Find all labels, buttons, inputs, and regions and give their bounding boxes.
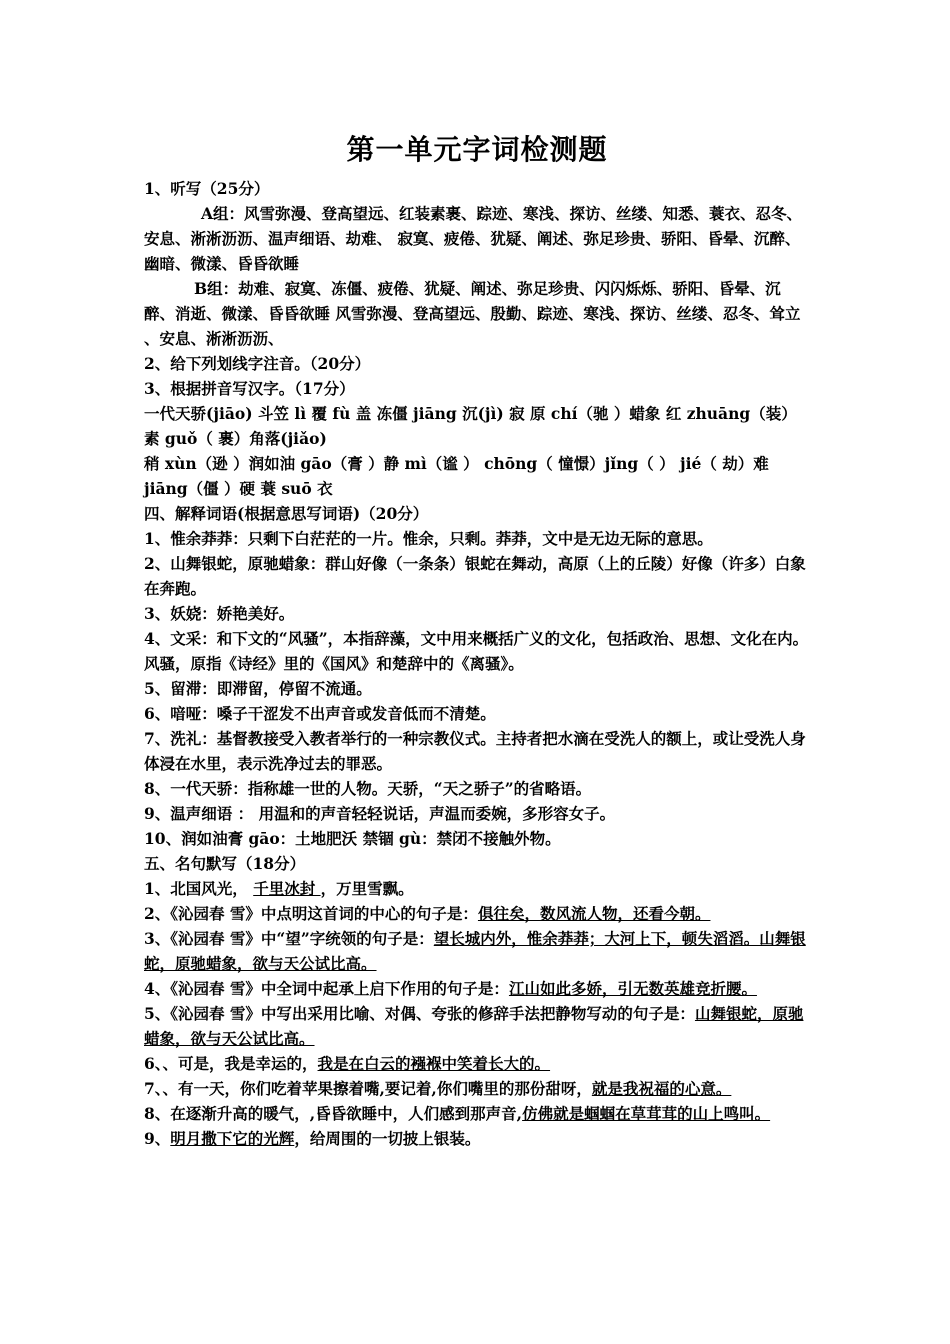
line-text: jiāng（僵 ）硬 蓑 suō 衣	[144, 479, 333, 498]
text-line	[144, 1001, 810, 1051]
line-tail: ，给周围的一切披上银装。	[294, 1129, 481, 1148]
text-line	[144, 551, 810, 601]
line-text: 3、妖娆：娇艳美好。	[144, 604, 295, 623]
text-line	[144, 451, 810, 476]
line-text: 8、一代天骄：指称雄一世的人物。天骄，“天之骄子”的省略语。	[144, 779, 592, 798]
text-line	[144, 826, 810, 851]
answer-underlined: 明月撒下它的光辉	[170, 1129, 295, 1148]
line-text: 2、给下列划线字注音。（20分）	[144, 354, 371, 373]
line-text: 1、听写（25分）	[144, 179, 270, 198]
text-line	[144, 776, 810, 801]
text-line	[144, 376, 810, 401]
document-body	[144, 176, 810, 1151]
text-line	[144, 901, 810, 926]
line-tail: ，万里雪飘。	[320, 879, 414, 898]
line-text: 7、洗礼：基督教接受入教者举行的一种宗教仪式。主持者把水滴在受洗人的额上，或让受洗人身体浸在水里，表示洗净过去的罪恶。	[144, 729, 806, 773]
line-text: 9、温声细语 ： 用温和的声音轻轻说话，声温而委婉，多形容女子。	[144, 804, 616, 823]
line-text: 四、解释词语(根据意思写词语)（20分）	[144, 504, 429, 523]
text-line	[144, 926, 810, 976]
text-line	[144, 1126, 810, 1151]
answer-underlined: 俱往矣，数风流人物，还看今朝。	[477, 904, 711, 923]
line-text: 3、《沁园春 雪》中“望”字统领的句子是：	[144, 929, 434, 948]
text-line	[144, 801, 810, 826]
text-line	[144, 201, 810, 276]
line-text: 稍 xùn（逊 ）润如油 gāo（膏 ）静 mì（谧 ） chōng（ 憧憬）jǐng（ ） jié（ 劫）难	[144, 454, 769, 473]
text-line	[144, 726, 810, 776]
text-line	[144, 1076, 810, 1101]
line-text: 五、名句默写（18分）	[144, 854, 306, 873]
text-line	[144, 401, 810, 451]
line-text: 2、《沁园春 雪》中点明这首词的中心的句子是：	[144, 904, 478, 923]
line-text: 5、《沁园春 雪》中写出采用比喻、对偶、夸张的修辞手法把静物写动的句子是：	[144, 1004, 695, 1023]
text-line	[144, 176, 810, 201]
answer-underlined: 就是我祝福的心意。	[591, 1079, 732, 1098]
line-text: B组：劫难、寂寞、冻僵、疲倦、犹疑、阐述、弥足珍贵、闪闪烁烁、骄阳、昏晕、沉醉、消逝、微漾、昏昏欲睡 风雪弥漫、登高望远、殷勤、踪迹、寒浅、探访、丝缕、忍冬、耸立 、安息、淅淅沥沥、	[144, 279, 801, 348]
line-text: 4、文采：和下文的“风骚”，本指辞藻，文中用来概括广义的文化，包括政治、思想、文化在内。风骚，原指《诗经》里的《国风》和楚辞中的《离骚》。	[144, 629, 809, 673]
line-text: 一代天骄(jiāo) 斗笠 lì 覆 fù 盖 冻僵 jiāng 沉(jì) 寂 原 chí（驰 ）蜡象 红 zhuāng（装）素 guǒ（ 裹）角落(jiǎo)	[144, 404, 797, 448]
line-text: A组：风雪弥漫、登高望远、红装素裹、踪迹、寒浅、探访、丝缕、知悉、蓑衣、忍冬、安息、淅淅沥沥、温声细语、劫难、 寂寞、疲倦、犹疑、阐述、弥足珍贵、骄阳、昏晕、沉醉、幽暗、微漾、昏昏欲睡	[144, 204, 803, 273]
line-text: 4、《沁园春 雪》中全词中起承上启下作用的句子是：	[144, 979, 509, 998]
text-line	[144, 876, 810, 901]
text-line	[144, 851, 810, 876]
line-text: 5、留滞：即滞留，停留不流通。	[144, 679, 372, 698]
text-line	[144, 1051, 810, 1076]
text-line	[144, 976, 810, 1001]
text-line	[144, 626, 810, 676]
line-text: 3、根据拼音写汉字。（17分）	[144, 379, 355, 398]
answer-underlined: 望长城内外，惟余莽莽；大河上下，顿失滔滔。山舞银蛇，原驰蜡象，欲与天公试比高。	[144, 929, 806, 973]
text-line	[144, 276, 810, 351]
text-line	[144, 676, 810, 701]
text-line	[144, 476, 810, 501]
line-text: 9、	[144, 1129, 171, 1148]
document-page	[144, 128, 810, 1151]
answer-underlined: 我是在白云的襁褓中笑着长大的。	[317, 1054, 551, 1073]
answer-underlined: 江山如此多娇，引无数英雄竞折腰。	[508, 979, 757, 998]
text-line	[144, 601, 810, 626]
answer-underlined: 山舞银蛇，原驰蜡象，欲与天公试比高。	[144, 1004, 804, 1048]
text-line	[144, 1101, 810, 1126]
line-text: 10、润如油膏 gāo：土地肥沃 禁锢 gù：禁闭不接触外物。	[144, 829, 561, 848]
line-text: 6、、可是，我是幸运的，	[144, 1054, 318, 1073]
text-line	[144, 701, 810, 726]
line-text: 6、喑哑：嗓子干涩发不出声音或发音低而不清楚。	[144, 704, 496, 723]
line-text: 1、惟余莽莽：只剩下白茫茫的一片。惟余，只剩。莽莽，文中是无边无际的意思。	[144, 529, 713, 548]
line-text: 8、在逐渐升高的暖气，,昏昏欲睡中，人们感到那声音,	[144, 1104, 523, 1123]
page-title: 第一单元字词检测题	[346, 133, 608, 166]
line-text: 2、山舞银蛇，原驰蜡象：群山好像（一条条）银蛇在舞动，高原（上的丘陵）好像（许多）白象在奔跑。	[144, 554, 806, 598]
text-line	[144, 526, 810, 551]
text-line	[144, 351, 810, 376]
line-text: 7、、有一天，你们吃着苹果擦着嘴,要记着,你们嘴里的那份甜呀，	[144, 1079, 592, 1098]
line-text: 1、北国风光，	[144, 879, 254, 898]
text-line	[144, 501, 810, 526]
answer-underlined: 仿佛就是蝈蝈在草茸茸的山上鸣叫。	[522, 1104, 771, 1123]
answer-underlined: 千里冰封	[253, 879, 321, 898]
